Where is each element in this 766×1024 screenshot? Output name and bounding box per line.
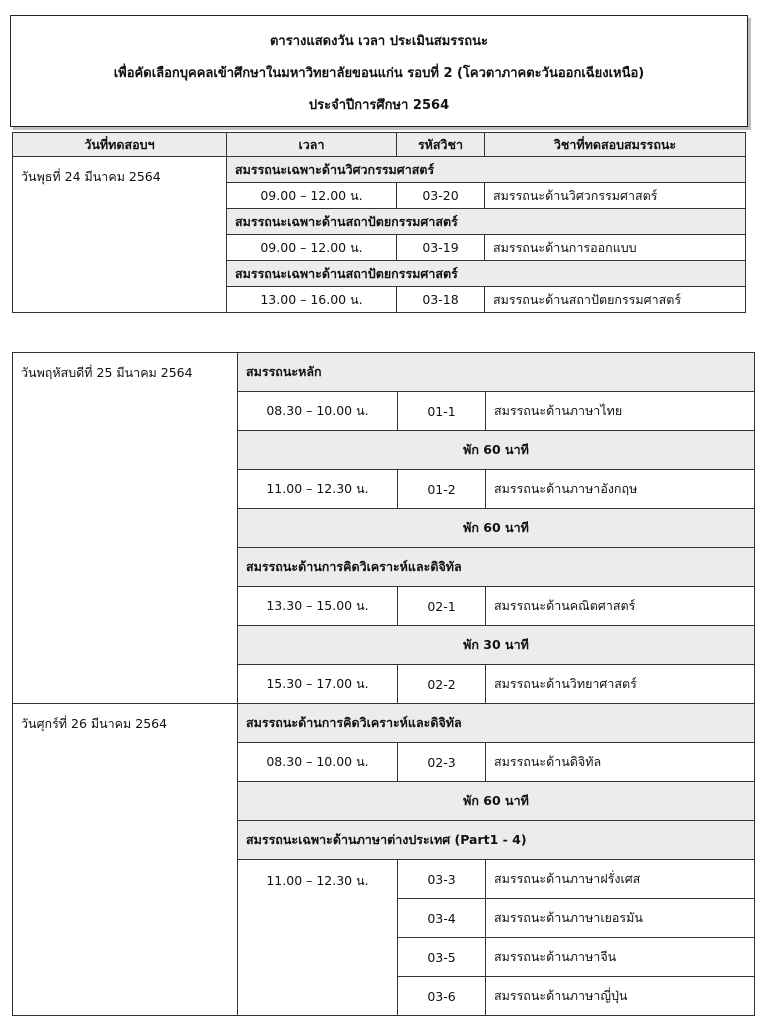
time-cell: 08.30 – 10.00 น. xyxy=(238,392,398,431)
code-cell: 01-1 xyxy=(398,392,486,431)
time-cell: 13.00 – 16.00 น. xyxy=(227,287,397,313)
code-cell: 03-4 xyxy=(398,899,486,938)
code-cell: 02-3 xyxy=(398,743,486,782)
code-cell: 03-6 xyxy=(398,977,486,1016)
header-row xyxy=(13,133,746,157)
group-heading: สมรรถนะเฉพาะด้านสถาปัตยกรรมศาสตร์ xyxy=(227,261,746,287)
schedule-table-1 xyxy=(12,132,746,313)
break-row: พัก 60 นาที xyxy=(238,431,755,470)
title-line-2: เพื่อคัดเลือกบุคคลเข้าศึกษาในมหาวิทยาลัยขอนแก่น รอบที่ 2 (โควตาภาคตะวันออกเฉียงเหนือ) xyxy=(113,66,645,81)
break-row: พัก 30 นาที xyxy=(238,626,755,665)
column-header-date: วันที่ทดสอบฯ xyxy=(13,133,227,157)
code-cell: 02-2 xyxy=(398,665,486,704)
time-cell: 15.30 – 17.00 น. xyxy=(238,665,398,704)
group-heading: สมรรถนะเฉพาะด้านสถาปัตยกรรมศาสตร์ xyxy=(227,209,746,235)
code-cell: 03-18 xyxy=(397,287,485,313)
table-row xyxy=(13,157,746,183)
exam-date-cell: วันพุธที่ 24 มีนาคม 2564 xyxy=(13,157,227,313)
table-row xyxy=(13,704,755,743)
subject-cell: สมรรถนะด้านการออกแบบ xyxy=(485,235,746,261)
exam-date-cell: วันศุกร์ที่ 26 มีนาคม 2564 xyxy=(13,704,238,1016)
time-cell: 08.30 – 10.00 น. xyxy=(238,743,398,782)
subject-cell: สมรรถนะด้านภาษาจีน xyxy=(486,938,755,977)
break-row: พัก 60 นาที xyxy=(238,509,755,548)
table-row xyxy=(13,353,755,392)
title-line-1: ตารางแสดงวัน เวลา ประเมินสมรรถนะ xyxy=(269,34,489,49)
group-heading: สมรรถนะด้านการคิดวิเคราะห์และดิจิทัล xyxy=(238,704,755,743)
column-header-code: รหัสวิชา xyxy=(397,133,485,157)
title-line-3: ประจำปีการศึกษา 2564 xyxy=(308,98,450,113)
schedule-table-2 xyxy=(12,352,755,1016)
column-header-time: เวลา xyxy=(227,133,397,157)
title-box xyxy=(10,15,748,127)
time-cell: 09.00 – 12.00 น. xyxy=(227,183,397,209)
group-heading: สมรรถนะเฉพาะด้านวิศวกรรมศาสตร์ xyxy=(227,157,746,183)
exam-date-cell: วันพฤหัสบดีที่ 25 มีนาคม 2564 xyxy=(13,353,238,704)
code-cell: 03-19 xyxy=(397,235,485,261)
subject-cell: สมรรถนะด้านดิจิทัล xyxy=(486,743,755,782)
subject-cell: สมรรถนะด้านภาษาญี่ปุ่น xyxy=(486,977,755,1016)
group-heading: สมรรถนะหลัก xyxy=(238,353,755,392)
code-cell: 03-3 xyxy=(398,860,486,899)
code-cell: 03-20 xyxy=(397,183,485,209)
subject-cell: สมรรถนะด้านภาษาเยอรมัน xyxy=(486,899,755,938)
time-cell: 11.00 – 12.30 น. xyxy=(238,860,398,1016)
code-cell: 02-1 xyxy=(398,587,486,626)
subject-cell: สมรรถนะด้านภาษาอังกฤษ xyxy=(486,470,755,509)
group-heading: สมรรถนะเฉพาะด้านภาษาต่างประเทศ (Part1 - 4) xyxy=(238,821,755,860)
time-cell: 13.30 – 15.00 น. xyxy=(238,587,398,626)
column-header-subject: วิชาที่ทดสอบสมรรถนะ xyxy=(485,133,746,157)
time-cell: 09.00 – 12.00 น. xyxy=(227,235,397,261)
group-heading: สมรรถนะด้านการคิดวิเคราะห์และดิจิทัล xyxy=(238,548,755,587)
subject-cell: สมรรถนะด้านคณิตศาสตร์ xyxy=(486,587,755,626)
subject-cell: สมรรถนะด้านสถาปัตยกรรมศาสตร์ xyxy=(485,287,746,313)
subject-cell: สมรรถนะด้านภาษาฝรั่งเศส xyxy=(486,860,755,899)
code-cell: 03-5 xyxy=(398,938,486,977)
code-cell: 01-2 xyxy=(398,470,486,509)
subject-cell: สมรรถนะด้านวิทยาศาสตร์ xyxy=(486,665,755,704)
break-row: พัก 60 นาที xyxy=(238,782,755,821)
subject-cell: สมรรถนะด้านภาษาไทย xyxy=(486,392,755,431)
subject-cell: สมรรถนะด้านวิศวกรรมศาสตร์ xyxy=(485,183,746,209)
time-cell: 11.00 – 12.30 น. xyxy=(238,470,398,509)
